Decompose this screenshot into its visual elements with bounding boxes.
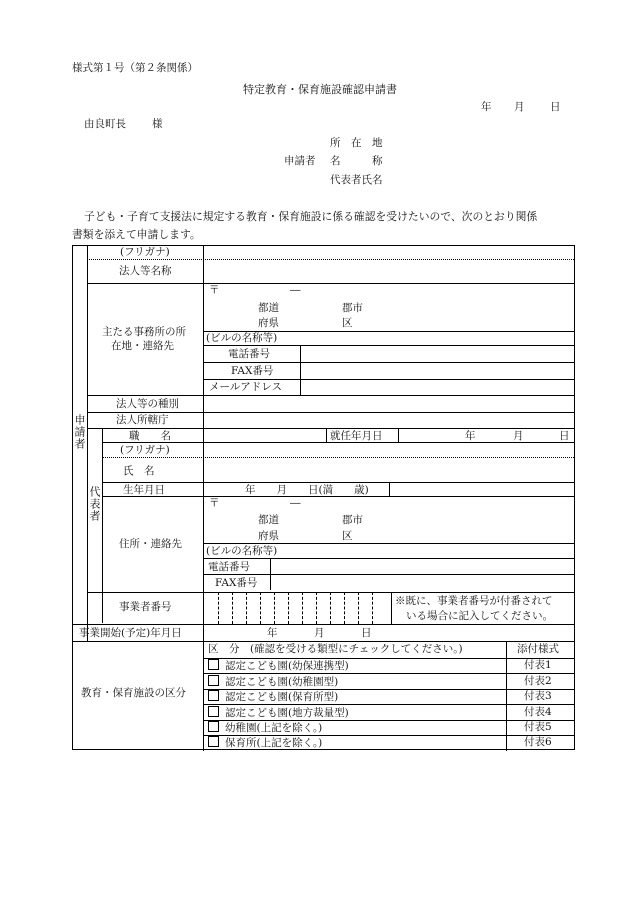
position-label: 職 名 [129, 430, 171, 442]
rep-phone-label: 電話番号 [208, 561, 250, 573]
category-label: 保育所(上記を除く。) [225, 737, 323, 749]
appointed-month: 月 [513, 430, 524, 442]
rep-address-label: 住所・連絡先 [119, 538, 182, 550]
rep-name-label: 氏 名 [123, 465, 155, 477]
category-label: 認定こども園(幼保連携型) [225, 660, 349, 672]
rep-prefecture-label-bottom: 府県 [258, 530, 279, 542]
checkbox[interactable] [208, 659, 219, 670]
phone-label: 電話番号 [228, 348, 270, 360]
checkbox[interactable] [208, 706, 219, 717]
prefecture-label-top: 都道 [258, 302, 279, 314]
rep-county-city-label: 郡市 [342, 514, 363, 526]
intro-line-2: 書類を添えて申請します。 [72, 228, 201, 241]
corp-furigana-label: (フリガナ) [120, 246, 170, 258]
applicant-address-label: 所 在 地 [330, 137, 383, 149]
attachment-form: 付表5 [524, 721, 552, 733]
category-row[interactable] [208, 690, 338, 703]
applicant-label: 申請者 [284, 155, 316, 167]
county-city-label: 郡市 [342, 302, 363, 314]
rep-postal-mark: 〒 [209, 497, 220, 509]
ward-label: 区 [342, 317, 353, 329]
category-row[interactable] [208, 659, 349, 672]
attachment-form: 付表2 [524, 675, 552, 687]
main-office-label-2: 在地・連絡先 [111, 340, 174, 352]
checkbox[interactable] [208, 690, 219, 701]
rep-prefecture-label-top: 都道 [258, 514, 279, 526]
date-day-label: 日 [550, 101, 561, 113]
attachment-form: 付表4 [524, 706, 552, 718]
page-title: 特定教育・保育施設確認申請書 [243, 83, 397, 96]
attachment-form: 付表6 [524, 736, 552, 748]
category-row[interactable] [208, 736, 322, 749]
birthdate-value: 年 月 日(満 歳) [245, 484, 369, 496]
postal-dash: ― [290, 284, 301, 296]
category-header: 区 分 (確認を受ける類型にチェックしてください。) [208, 643, 463, 655]
attachment-form: 付表3 [524, 690, 552, 702]
business-number-label: 事業者番号 [119, 601, 172, 613]
birthdate-label: 生年月日 [123, 484, 165, 496]
rep-furigana-label: (フリガナ) [120, 444, 170, 456]
date-year-label: 年 [481, 101, 492, 113]
intro-line-1: 子ども・子育て支援法に規定する教育・保育施設に係る確認を受けたいので、次のとおり関係 [84, 210, 538, 223]
start-date-day: 日 [361, 627, 372, 639]
appointed-day: 日 [559, 430, 570, 442]
business-number-note-2: いる場合に記入してください。 [406, 610, 553, 622]
start-date-year: 年 [267, 627, 278, 639]
category-label: 認定こども園(保育所型) [225, 691, 339, 703]
category-label: 認定こども園(地方裁量型) [225, 707, 349, 719]
main-office-label-1: 主たる事務所の所 [102, 326, 186, 338]
rep-building-name-label: (ビルの名称等) [206, 545, 278, 557]
business-number-note-1: ※既に、事業者番号が付番されて [395, 595, 553, 607]
attachment-header: 添付様式 [517, 643, 559, 655]
corp-authority-label: 法人所轄庁 [116, 414, 169, 426]
appointed-year: 年 [465, 430, 476, 442]
start-date-label: 事業開始(予定)年月日 [79, 627, 182, 639]
category-row[interactable] [208, 675, 338, 688]
checkbox[interactable] [208, 675, 219, 686]
checkbox[interactable] [208, 736, 219, 747]
email-label: メールアドレス [209, 381, 282, 393]
corp-type-label: 法人等の種別 [116, 398, 179, 410]
rep-fax-label: FAX番号 [215, 577, 258, 589]
postal-mark: 〒 [209, 284, 220, 296]
category-label: 認定こども園(幼稚園型) [225, 676, 339, 688]
start-date-month: 月 [314, 627, 325, 639]
application-table [72, 245, 575, 750]
form-number: 様式第１号（第２条関係） [72, 62, 198, 74]
fax-label: FAX番号 [231, 365, 274, 377]
corp-name-label: 法人等名称 [119, 265, 172, 277]
attachment-form: 付表1 [524, 659, 552, 671]
rep-postal-dash: ― [290, 497, 301, 509]
addressee: 由良町長 [84, 118, 126, 130]
side-label-representative: 代表者 [88, 486, 101, 522]
facility-category-label: 教育・保育施設の区分 [81, 687, 186, 699]
side-label-applicant: 申請者 [73, 414, 86, 450]
representative-name-label: 代表者氏名 [330, 174, 383, 186]
prefecture-label-bottom: 府県 [258, 317, 279, 329]
honorific: 様 [152, 118, 163, 130]
date-month-label: 月 [514, 101, 525, 113]
appointed-date-label: 就任年月日 [330, 430, 383, 442]
category-row[interactable] [208, 706, 349, 719]
category-row[interactable] [208, 721, 322, 734]
category-label: 幼稚園(上記を除く。) [225, 722, 323, 734]
building-name-label: (ビルの名称等) [206, 332, 278, 344]
checkbox[interactable] [208, 721, 219, 732]
applicant-name-label: 名 称 [330, 155, 383, 167]
rep-ward-label: 区 [342, 530, 353, 542]
